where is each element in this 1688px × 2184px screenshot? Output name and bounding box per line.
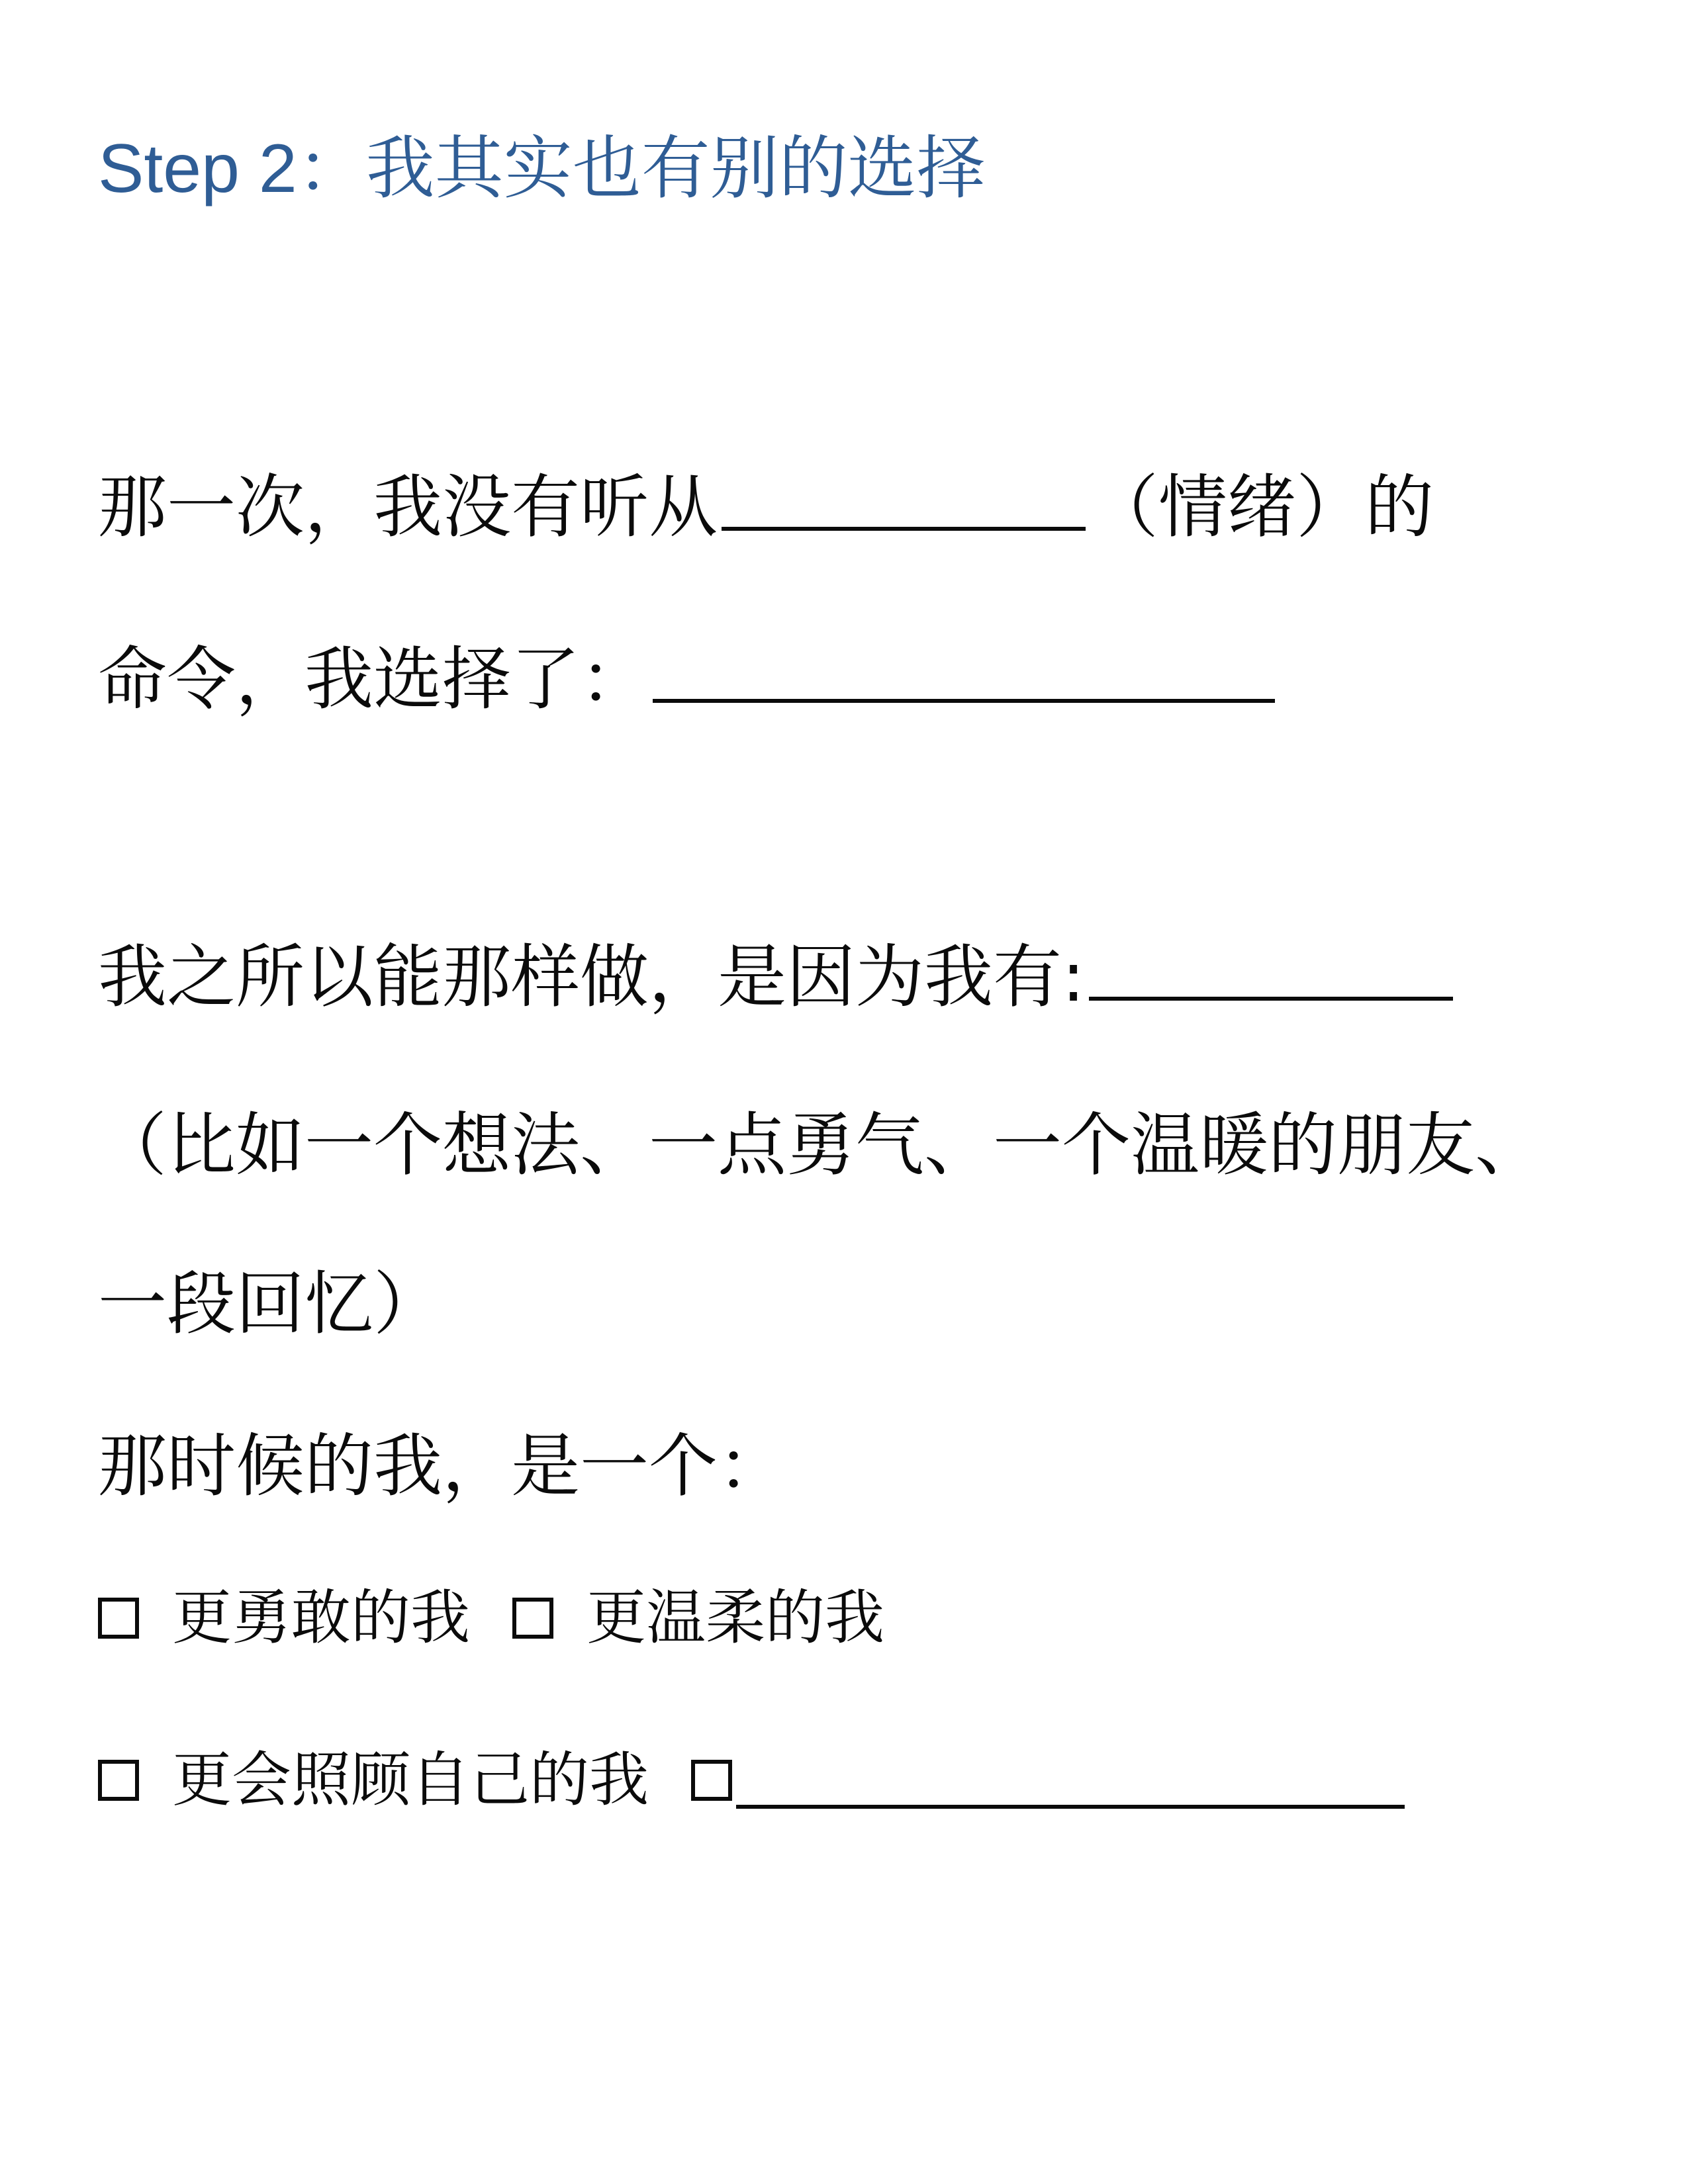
choice-prompt: 命令，我选择了： xyxy=(98,639,649,719)
options-row-2 xyxy=(98,1741,1405,1820)
self-question: 那时候的我，是一个： xyxy=(98,1426,787,1506)
option-braver[interactable] xyxy=(98,1578,470,1658)
sentence-1-prefix: 那一次，我没有听从 xyxy=(98,467,718,547)
sentence-1-suffix: （情绪）的 xyxy=(1090,467,1434,547)
options-row-1 xyxy=(98,1578,927,1658)
checkbox-icon[interactable] xyxy=(691,1760,732,1801)
example-hint-line-1: （比如一个想法、一点勇气、一个温暖的朋友、 xyxy=(98,1105,1544,1185)
sentence-line-3 xyxy=(98,933,1457,1020)
step-title: Step 2：我其实也有别的选择 xyxy=(98,130,986,207)
option-gentler[interactable] xyxy=(512,1578,884,1658)
example-hint-line-2: 一段回忆） xyxy=(98,1263,443,1344)
option-label: 更勇敢的我 xyxy=(172,1583,470,1653)
emotion-blank[interactable] xyxy=(722,463,1086,531)
checkbox-icon[interactable] xyxy=(98,1760,139,1801)
choice-blank[interactable] xyxy=(653,635,1275,703)
sentence-line-2 xyxy=(98,635,1279,722)
sentence-line-1 xyxy=(98,463,1434,550)
reason-prompt: 我之所以能那样做，是因为我有: xyxy=(98,936,1086,1017)
option-self-care[interactable] xyxy=(98,1741,649,1820)
checkbox-icon[interactable] xyxy=(98,1598,139,1639)
reason-blank[interactable] xyxy=(1089,933,1453,1001)
option-label: 更温柔的我 xyxy=(586,1583,884,1653)
checkbox-icon[interactable] xyxy=(512,1598,553,1639)
option-custom[interactable] xyxy=(691,1752,1405,1809)
option-label: 更会照顾自己的我 xyxy=(172,1745,649,1815)
custom-option-blank[interactable] xyxy=(736,1752,1405,1809)
